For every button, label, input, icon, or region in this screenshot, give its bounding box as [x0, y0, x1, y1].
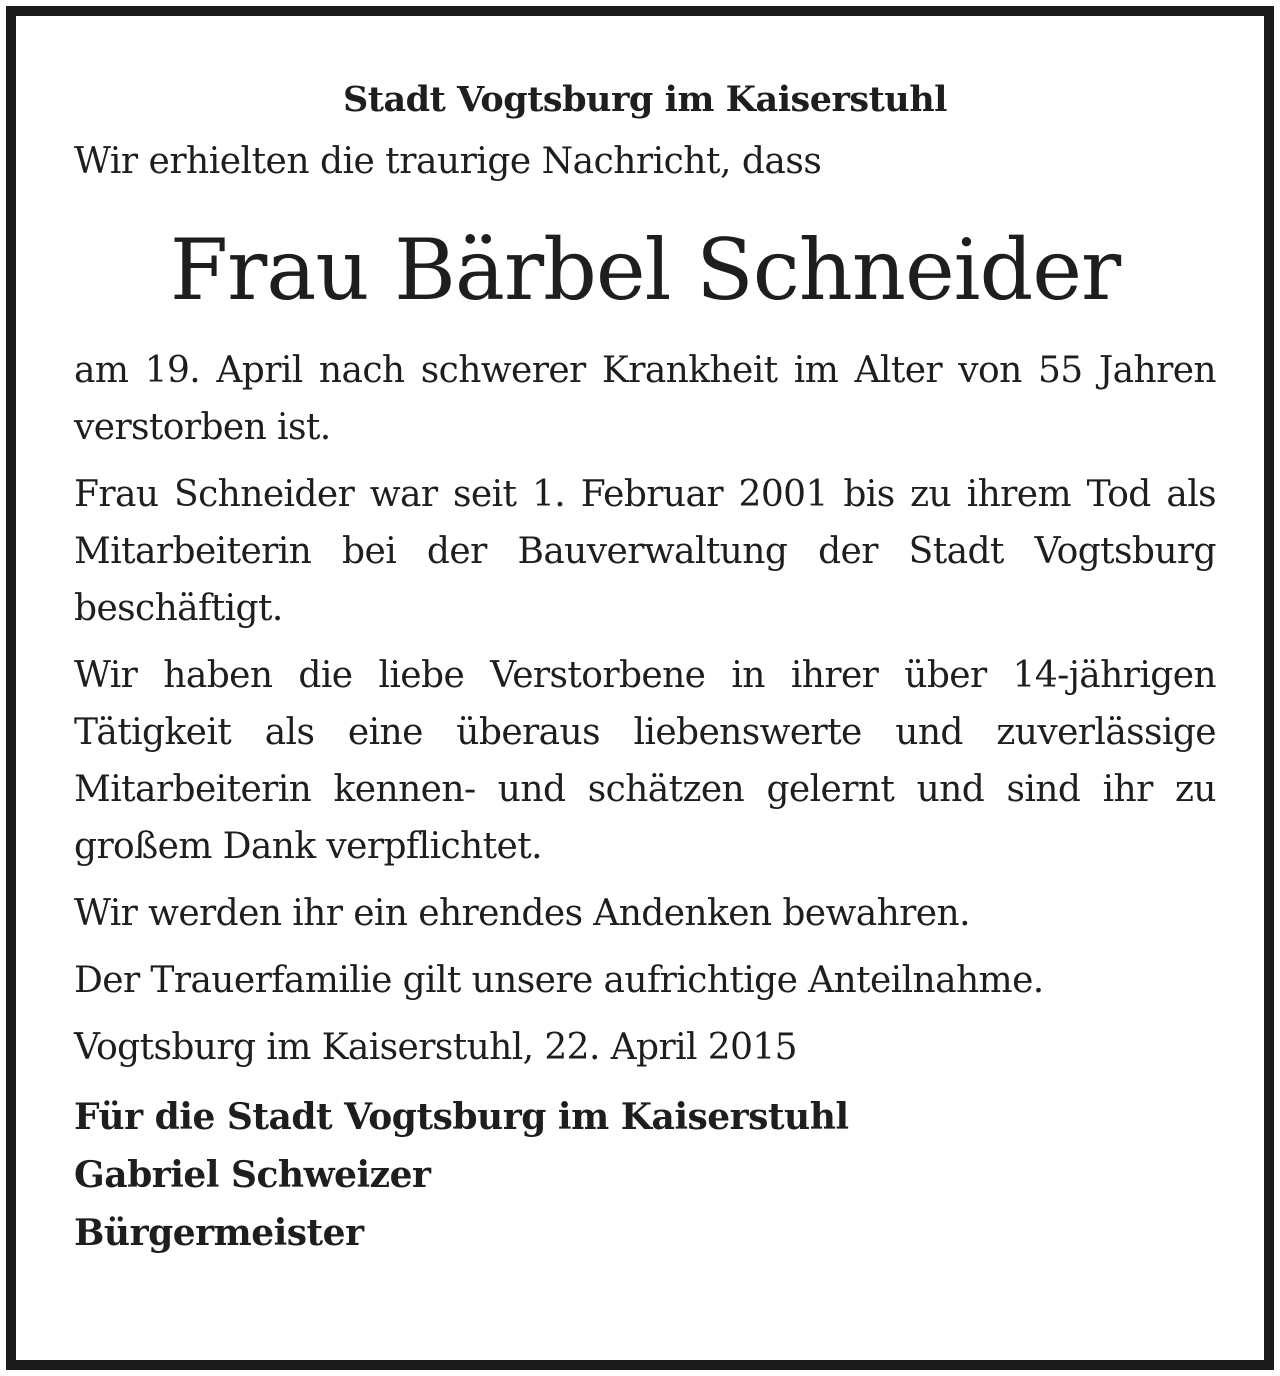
notice-intro: Wir erhielten die traurige Nachricht, dass	[74, 141, 822, 182]
signature-name: Gabriel Schweizer	[74, 1154, 431, 1196]
paragraph-remembrance: Wir werden ihr ein ehrendes Andenken bewahren.	[74, 893, 970, 934]
signature-title: Bürgermeister	[74, 1212, 364, 1254]
paragraph-condolence: Der Trauerfamilie gilt unsere aufrichtige Anteilnahme.	[74, 960, 1044, 1001]
signature-block	[74, 1088, 1216, 1262]
paragraph-employment: Frau Schneider war seit 1. Februar 2001 bis zu ihrem Tod als Mitarbeiterin bei der Bauverwaltung der Stadt Vogtsburg beschäftigt.	[74, 474, 1216, 629]
notice-heading: Stadt Vogtsburg im Kaiserstuhl	[343, 79, 947, 120]
deceased-name: Frau Bärbel Schneider	[169, 221, 1121, 319]
paragraph-death-info: am 19. April nach schwerer Krankheit im Alter von 55 Jahren verstorben ist.	[74, 350, 1216, 448]
paragraph-appreciation: Wir haben die liebe Verstorbene in ihrer über 14-jährigen Tätigkeit als eine überaus liebenswerte und zuverlässige Mitarbeiterin kennen- und schätzen gelernt und sind ihr zu großem Dank verpflichtet.	[74, 655, 1216, 867]
signature-organization: Für die Stadt Vogtsburg im Kaiserstuhl	[74, 1096, 849, 1138]
notice-frame	[6, 6, 1274, 1370]
place-date: Vogtsburg im Kaiserstuhl, 22. April 2015	[74, 1027, 797, 1068]
notice-content	[74, 76, 1216, 1262]
